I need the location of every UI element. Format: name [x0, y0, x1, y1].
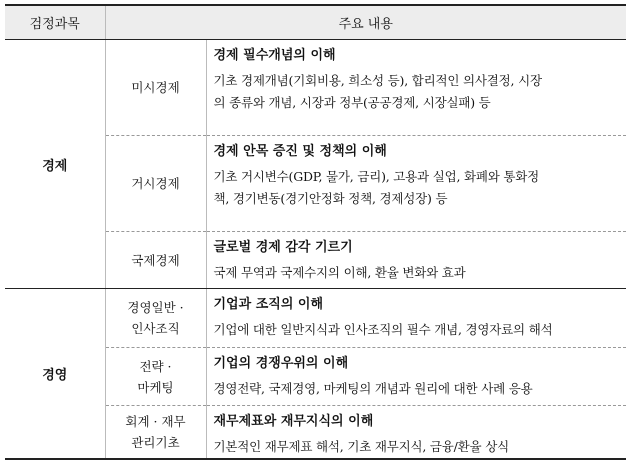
- sub-subject-cell: [105, 232, 206, 289]
- description-line: 기초 거시변수(GDP, 물가, 금리), 고용과 실업, 화폐와 통화정: [213, 169, 540, 184]
- content-cell: [206, 289, 626, 348]
- sub-subject-cell: [105, 406, 206, 460]
- table-row: [5, 289, 626, 348]
- sub-subject-line: 미시경제: [131, 80, 180, 95]
- subject-cell-economics: 경제: [5, 40, 105, 289]
- sub-subject-line: 거시경제: [131, 176, 180, 191]
- description-line: 국제 무역과 국제수지의 이해, 환율 변화와 효과: [213, 265, 466, 280]
- description-line: 책, 경기변동(경기안정화 정책, 경제성장) 등: [213, 191, 448, 206]
- content-description: [214, 70, 627, 114]
- description-line: 기업에 대한 일반지식과 인사조직의 필수 개념, 경영자료의 해석: [213, 322, 553, 337]
- sub-subject-cell: [105, 348, 206, 406]
- description-line: 기본적인 재무제표 해석, 기초 재무지식, 금융/환율 상식: [213, 439, 509, 454]
- content-description: [214, 436, 627, 458]
- sub-subject-line: 인사조직: [131, 321, 180, 336]
- content-cell: [206, 232, 626, 289]
- description-line: 경영전략, 국제경영, 마케팅의 개념과 원리에 대한 사례 응용: [213, 381, 533, 396]
- content-title: 재무제표와 재무지식의 이해: [213, 414, 374, 429]
- content-description: [214, 378, 627, 400]
- exam-subject-table: [5, 4, 626, 460]
- table-row: [5, 40, 626, 136]
- sub-subject-line: 국제경제: [131, 252, 180, 268]
- sub-subject-cell: [105, 289, 206, 348]
- content-description: [214, 262, 627, 284]
- content-description: [214, 319, 627, 341]
- sub-subject-line: 전략 ·: [139, 358, 172, 374]
- sub-subject-line: 마케팅: [137, 379, 174, 395]
- description-line: 의 종류와 개념, 시장과 정부(공공경제, 시장실패) 등: [213, 95, 491, 110]
- sub-subject-line: 회계 · 재무: [125, 414, 186, 429]
- header-subject: 검정과목: [5, 5, 105, 40]
- content-cell: [206, 40, 626, 136]
- sub-subject-cell: [105, 40, 206, 136]
- sub-subject-line: 경영일반 ·: [127, 300, 184, 315]
- content-description: [214, 166, 627, 210]
- content-cell: [206, 136, 626, 232]
- content-title: 경제 필수개념의 이해: [213, 48, 336, 63]
- description-line: 기초 경제개념(기회비용, 희소성 등), 합리적인 의사결정, 시장: [213, 73, 542, 88]
- content-title: 경제 안목 증진 및 정책의 이해: [213, 144, 387, 159]
- content-title: 기업과 조직의 이해: [213, 297, 324, 312]
- subject-cell-management: 경영: [5, 289, 105, 460]
- content-title: 기업의 경쟁우위의 이해: [213, 356, 349, 371]
- sub-subject-line: 관리기초: [131, 435, 180, 450]
- content-title: 글로벌 경제 감각 기르기: [213, 240, 353, 255]
- header-content: 주요 내용: [105, 5, 626, 40]
- sub-subject-cell: [105, 136, 206, 232]
- table-header-row: [5, 5, 626, 40]
- content-cell: [206, 406, 626, 460]
- content-cell: [206, 348, 626, 406]
